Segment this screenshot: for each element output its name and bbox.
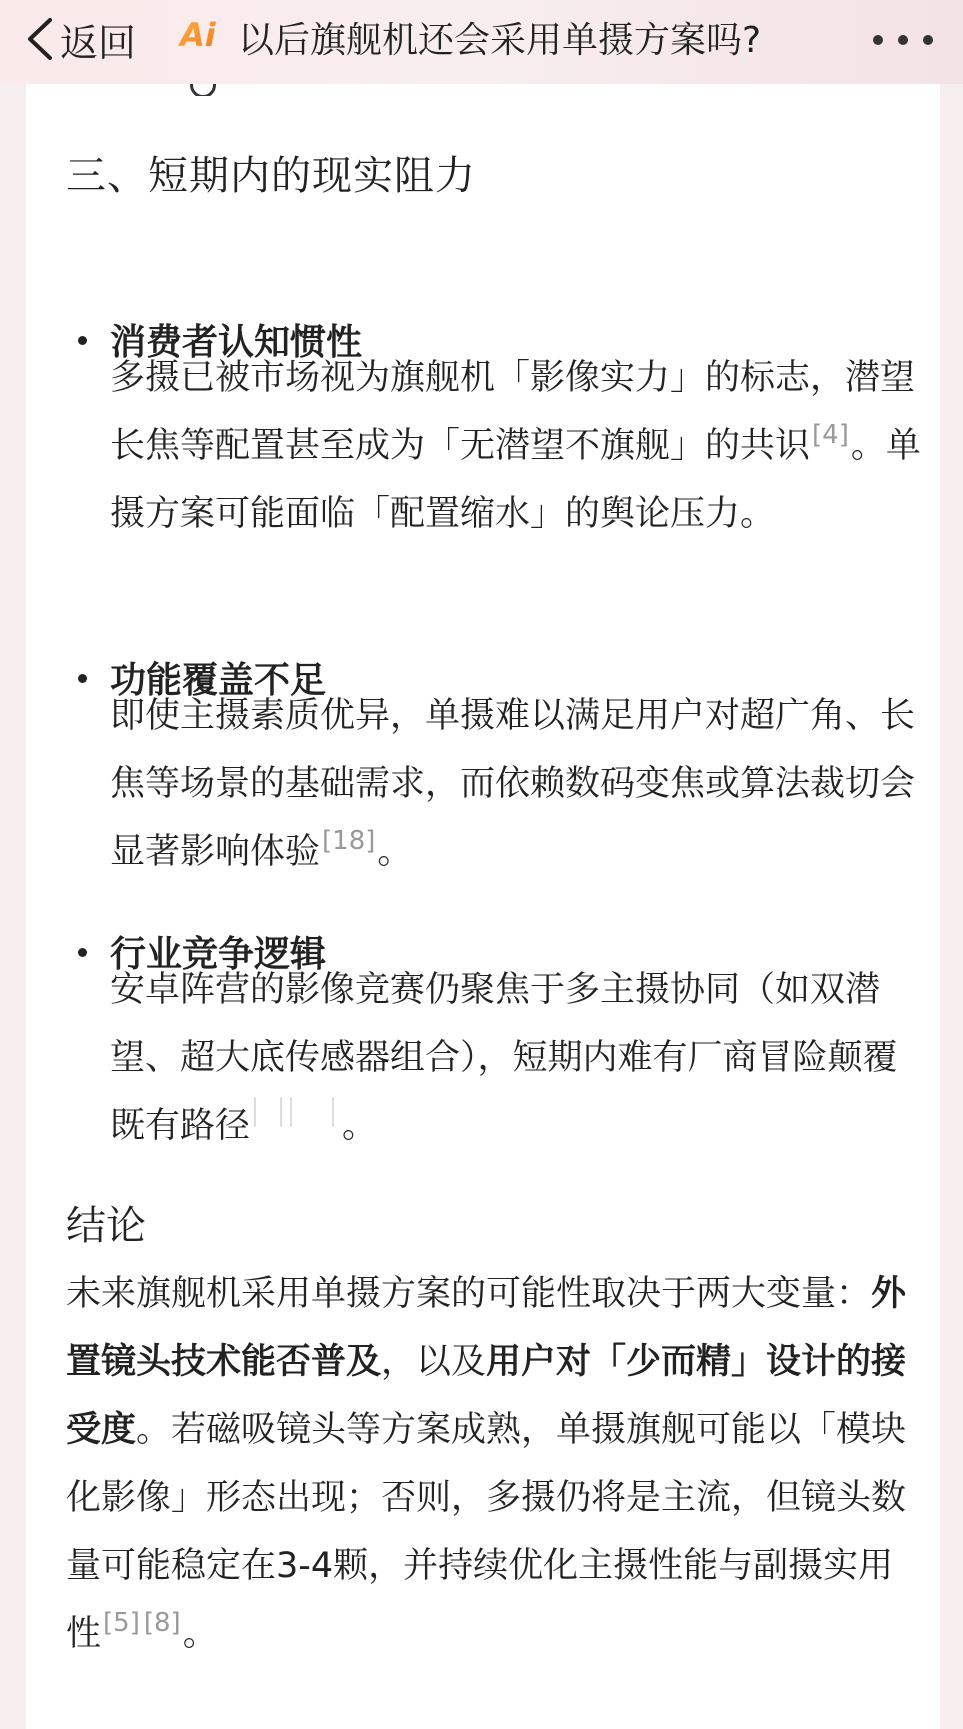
ai-logo-icon [178,14,224,54]
citation-link[interactable]: [4] [812,419,849,450]
bullet-text: 即使主摄素质优异，单摄难以满足用户对超广角、长焦等场景的基础需求，而依赖数码变焦或算法裁切会显著影响体验[18]。 [110,696,916,872]
citation-placeholder [250,1097,342,1127]
bullet-dot [78,948,87,957]
back-label: 返回 [60,20,137,65]
page-title: 以后旗舰机还会采用单摄方案吗? [238,20,762,61]
chevron-left-icon [22,16,58,62]
clipped-text-residue [166,84,226,96]
top-navigation-bar [0,0,963,84]
more-options-button[interactable] [873,20,933,60]
bullet-text: 安卓阵营的影像竞赛仍聚焦于多主摄协同（如双潜望、超大底传感器组合），短期内难有厂商冒险颠覆既有路径 。 [110,970,898,1146]
conclusion-text: 未来旗舰机采用单摄方案的可能性取决于两大变量：外置镜头技术能否普及，以及用户对「少而精」设计的接受度。若磁吸镜头等方案成熟，单摄旗舰可能以「模块化影像」形态出现；否则，多摄仍将是主流，但镜头数量可能稳定在3-4颗，并持续优化主摄性能与副摄实用性[5] [8]。 [66,1274,907,1654]
bullet-dot [78,336,87,345]
bullet-dot [78,674,87,683]
more-dot [898,35,908,45]
bullet-title: 功能覆盖不足 [110,660,327,701]
section-heading: 三、短期内的现实阻力 [66,153,476,199]
more-dot [923,35,933,45]
emphasis: 用户对「少而精」设计的接受度 [66,1342,907,1450]
citation-link[interactable]: [18] [322,825,376,856]
citation-link[interactable]: [5] [103,1607,140,1638]
bullet-text: 多摄已被市场视为旗舰机「影像实力」的标志，潜望长焦等配置甚至成为「无潜望不旗舰」的共识[4]。单摄方案可能面临「配置缩水」的舆论压力。 [110,358,921,534]
bullet-title: 行业竞争逻辑 [110,934,327,975]
more-dot [873,35,883,45]
conclusion-heading: 结论 [66,1203,146,1249]
citation-link[interactable]: [8] [143,1607,181,1638]
emphasis: 外置镜头技术能否普及 [66,1274,907,1382]
back-button[interactable] [22,8,136,70]
bullet-title: 消费者认知惯性 [110,322,363,363]
answer-card [26,84,940,1729]
ai-logo-text: Ai [180,16,216,54]
